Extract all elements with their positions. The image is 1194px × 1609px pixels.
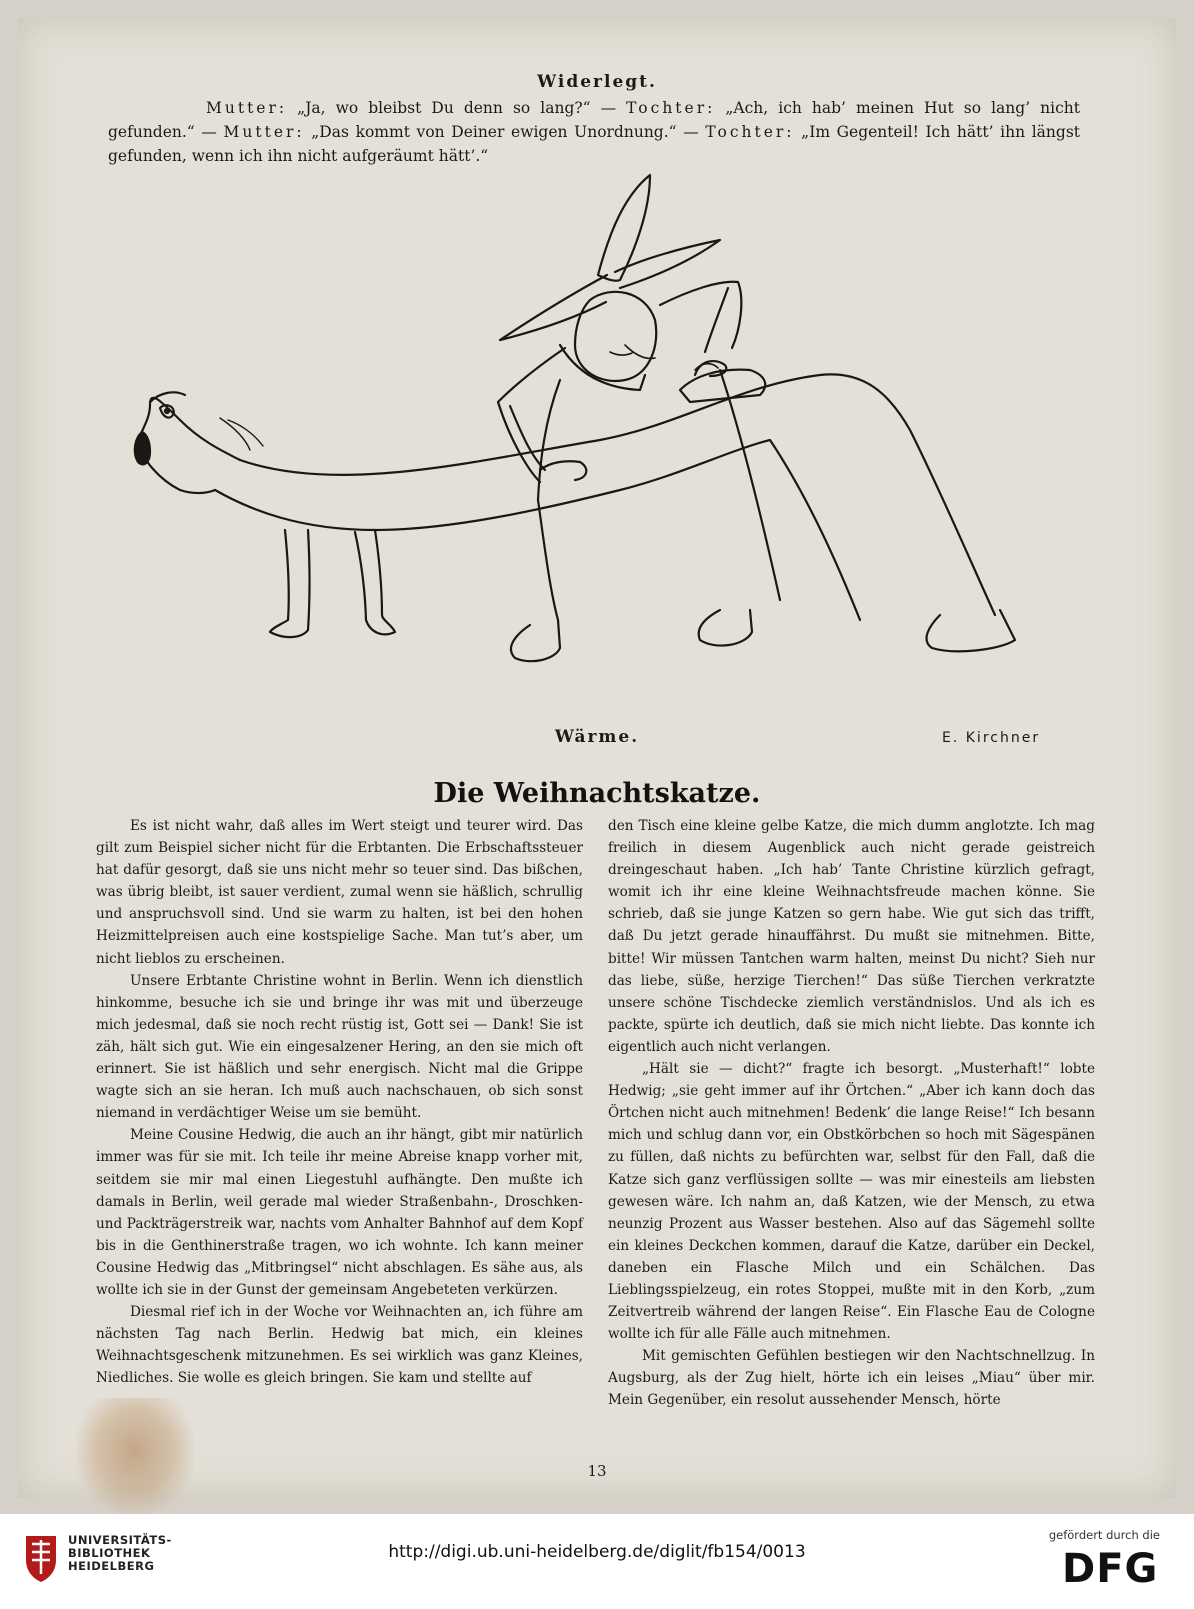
- paragraph: Mit gemischten Gefühlen bestiegen wir den Nachtschnellzug. In Augsburg, als der Zug hielt, hörte ich ein leises „Miau“ über mir. Mein Gegenüber, ein resolut aussehender Mensch, hörte: [608, 1348, 1095, 1409]
- water-stain: [76, 1398, 194, 1516]
- woman-eye: [610, 352, 632, 355]
- bow-ribbon: [500, 275, 607, 340]
- paragraph: den Tisch eine kleine gelbe Katze, die mich dumm anglotzte. Ich mag freilich in diesem Augenblick auch nicht gerade geistreich dreingeschaut haben. „Ich hab’ Tante Christine kürzlich gefragt, womit ich ihr eine kleine Weihnachtsfreude machen könne. Sie schrieb, daß sie junge Katzen so gern habe. Wie gut sich das trifft, daß Du jetzt gerade hinauffährst. Du mußt sie mitnehmen. Bitte, bitte! Wir müssen Tantchen warm halten, meinst Du nicht? Sieh nur das liebe, süße, herzige Tierchen!“ Das süße Tierchen verkratzte unsere schöne Tischdecke ziemlich verständnislos. Und als ich es packte, spürte ich deutlich, daß sie mich nicht liebte. Das konnte ich eigentlich auch nicht verlangen.: [608, 818, 1095, 1055]
- cat-pupil: [165, 409, 169, 413]
- woman-head: [575, 292, 656, 381]
- woman-arm: [660, 282, 741, 348]
- dialog-line: „Im Gegenteil! Ich hätt’ ihn längst gefunden, wenn ich ihn nicht aufgeräumt hätt’.“: [108, 123, 1080, 165]
- dialog-line: „Das kommt von Deiner ewigen Unordnung.“ —: [304, 123, 706, 141]
- cat-mouth: [135, 432, 150, 464]
- woman-shoe: [511, 620, 560, 661]
- bow-ribbon: [615, 240, 720, 288]
- illustration-caption: Wärme.: [554, 727, 640, 747]
- paragraph: „Hält sie — dicht?“ fragte ich besorgt. „Musterhaft!“ lobte Hedwig; „sie geht immer auf ihr Örtchen.“ „Aber ich kann doch das Örtchen nicht auch mitnehmen! Bedenk’ die lange Reise!“ Ich besann mich und schlug dann vor, ein Obstkörbchen so hoch mit Sägespänen zu füllen, daß nichts zu befürchten war, selbst für den Fall, daß die Katze sich ganz verflüssigen sollte — was mir einesteils am liebsten gewesen wäre. Ich nahm an, daß Katzen, wie der Mensch, zu etwa neunzig Prozent aus Wasser bestehen. Also auf das Sägemehl sollte ein kleines Deckchen kommen, darauf die Katze, darüber ein Deckel, daneben ein Flasche Milch und ein Schälchen. Das Lieblingsspielzeug, ein rotes Stoppei, mußte mit in den Korb, „zum Zeitvertreib während der langen Reise“. Ein Flasche Eau de Cologne wollte ich für alle Fälle auch mitnehmen.: [608, 1061, 1095, 1343]
- university-name-line: HEIDELBERG: [68, 1559, 155, 1573]
- woman-face: [625, 345, 655, 358]
- anecdote-text: [108, 96, 1080, 168]
- cat-foot: [927, 610, 1015, 651]
- dfg-logo: DFG: [1062, 1546, 1159, 1592]
- speaker-label: Tochter:: [705, 123, 795, 141]
- woman-arm: [705, 288, 728, 352]
- woman-shoe: [699, 610, 752, 646]
- woman-hand: [540, 461, 586, 480]
- cat-leg: [270, 530, 310, 637]
- woman-dress: [538, 380, 560, 620]
- university-name-line: BIBLIOTHEK: [68, 1546, 151, 1560]
- paragraph: Diesmal rief ich in der Woche vor Weihnachten an, ich führe am nächsten Tag nach Berlin. Hedwig bat mich, ein kleines Weihnachtsgeschenk mitzunehmen. Es sei wirklich was ganz Kleines, Niedliches. Sie wolle es gleich bringen. Sie kam und stellte auf: [96, 1304, 583, 1387]
- bow-ribbon: [598, 175, 650, 281]
- funding-note: gefördert durch die: [1048, 1528, 1160, 1542]
- woman-dress: [720, 370, 780, 600]
- cat-body-top: [240, 374, 995, 615]
- university-name-line: UNIVERSITÄTS-: [68, 1533, 172, 1547]
- article-column-left: [96, 815, 583, 1389]
- speaker-label: Mutter:: [223, 123, 305, 141]
- woman-arm: [510, 406, 545, 470]
- speaker-label: Tochter:: [626, 99, 716, 117]
- permalink-url[interactable]: http://digi.ub.uni-heidelberg.de/diglit/fb154/0013: [388, 1542, 806, 1562]
- article-title: Die Weihnachtskatze.: [433, 778, 761, 809]
- dialog-line: „Ja, wo bleibst Du denn so lang?“ —: [287, 99, 627, 117]
- cat-head: [138, 398, 240, 493]
- dialog-line: „Ach, ich hab’ meinen Hut so lang’ nicht gefunden.“ —: [108, 99, 1080, 141]
- cartoon-illustration: [120, 170, 1080, 710]
- paragraph: Es ist nicht wahr, daß alles im Wert steigt und teurer wird. Das gilt zum Beispiel sicher nicht für die Erbtanten. Die Erbschaftssteuer hat dafür gesorgt, daß sie uns nicht mehr so teuer sind. Das bißchen, was übrig bleibt, ist sauer verdient, zumal wenn sie häßlich, schrullig und anspruchsvoll sind. Und sie warm zu halten, ist bei den hohen Heizmittelpreisen auch eine kostspielige Sache. Man tut’s aber, um nicht lieblos zu erscheinen.: [96, 818, 583, 967]
- cat-leg: [355, 530, 395, 634]
- article-column-right: [608, 815, 1095, 1412]
- paragraph: Unsere Erbtante Christine wohnt in Berlin. Wenn ich dienstlich hinkomme, besuche ich sie und bringe ihr was mit und überzeuge mich jedesmal, daß sie noch recht rüstig ist, Gott sei — Dank! Sie ist zäh, hält sich gut. Wie ein eingesalzener Hering, an den sie mich oft erinnert. Sie ist häßlich und sehr energisch. Nicht mal die Grippe wagte sich an sie heran. Ich muß auch nachschauen, ob sich sonst niemand in verdächtiger Weise um sie bemüht.: [96, 972, 583, 1122]
- page-number: 13: [587, 1462, 607, 1480]
- paragraph: Meine Cousine Hedwig, die auch an ihr hängt, gibt mir natürlich immer was für sie mit. Ich teile ihr meine Abreise knapp vorher mit, seitdem sie mir mal einen Liegestuhl aufhängte. Den mußte ich damals in Berlin, weil gerade mal wieder Straßenbahn-, Droschken- und Packträgerstreik war, nachts vom Anhalter Bahnhof auf dem Kopf bis in die Genthinerstraße tragen, wo ich wohnte. Ich kann meiner Cousine Hedwig das „Mitbringsel“ nicht abschlagen. Es sähe aus, als wollte ich sie in der Gunst der gemeinsam Angebeteten verkürzen.: [96, 1127, 583, 1298]
- artist-signature: E. Kirchner: [942, 730, 1041, 746]
- anecdote-title: Widerlegt.: [537, 72, 657, 92]
- cat-head: [150, 392, 185, 402]
- speaker-label: Mutter:: [206, 99, 288, 117]
